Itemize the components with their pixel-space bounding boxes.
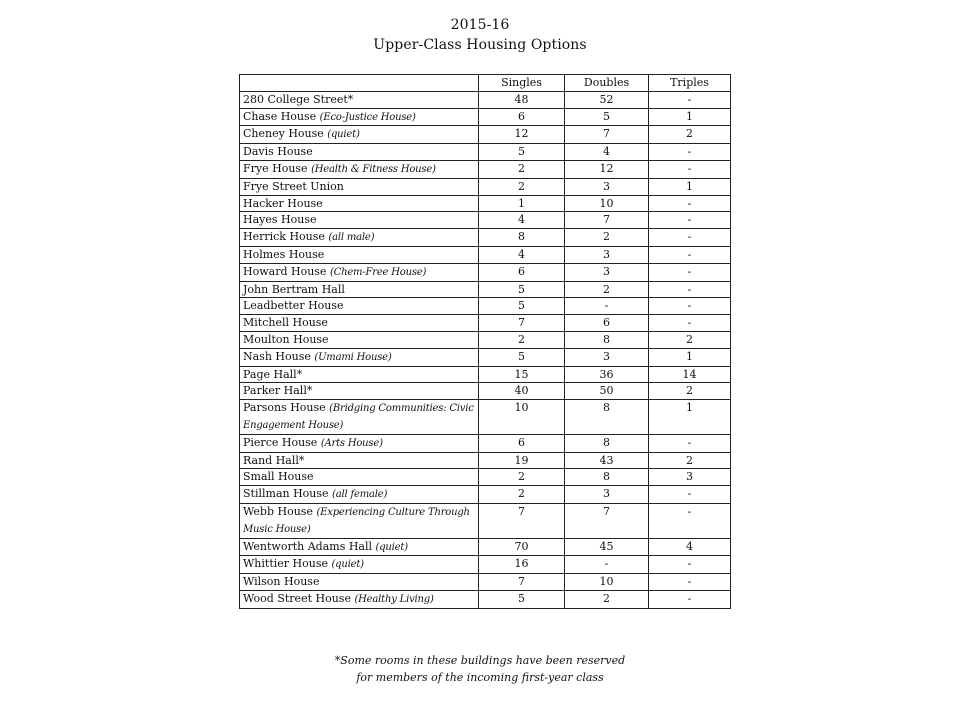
residence-name-cell <box>240 503 479 538</box>
table-row <box>240 91 731 108</box>
table-row <box>240 126 731 144</box>
table-row <box>240 469 731 486</box>
singles-count: 70 <box>479 538 565 556</box>
singles-count: 6 <box>479 263 565 281</box>
residence-name: Webb House <box>243 504 317 518</box>
residence-name: Chase House <box>243 109 320 123</box>
residence-theme-note: (all male) <box>328 232 375 244</box>
table-row <box>240 108 731 126</box>
column-header-doubles: Doubles <box>565 75 649 92</box>
residence-name: Rand Hall* <box>243 453 305 467</box>
academic-year: 2015-16 <box>450 17 510 33</box>
doubles-count: 8 <box>565 400 649 435</box>
triples-count: - <box>649 263 731 281</box>
doubles-count: 6 <box>565 315 649 332</box>
singles-count: 2 <box>479 331 565 348</box>
table-row <box>240 556 731 574</box>
residence-name-cell <box>240 126 479 144</box>
triples-count: - <box>649 486 731 504</box>
triples-count: 2 <box>649 126 731 144</box>
residence-name: Cheney House <box>243 127 328 141</box>
table-row <box>240 212 731 229</box>
column-header-residence <box>240 75 479 92</box>
residence-name: Parsons House <box>243 401 330 415</box>
doubles-count: 50 <box>565 383 649 400</box>
doubles-count: 4 <box>565 144 649 161</box>
residence-name-cell <box>240 348 479 366</box>
table-row <box>240 590 731 608</box>
table-row <box>240 178 731 195</box>
singles-count: 7 <box>479 503 565 538</box>
residence-name-cell <box>240 263 479 281</box>
triples-count: - <box>649 212 731 229</box>
doubles-count: 10 <box>565 574 649 591</box>
residence-name-cell <box>240 366 479 383</box>
table-row <box>240 452 731 469</box>
table-row <box>240 315 731 332</box>
doubles-count: 7 <box>565 212 649 229</box>
residence-name-cell <box>240 195 479 212</box>
residence-name: Howard House <box>243 264 330 278</box>
residence-name-cell <box>240 246 479 263</box>
doubles-count: 45 <box>565 538 649 556</box>
doubles-count: 52 <box>565 91 649 108</box>
table-row <box>240 486 731 504</box>
document-header <box>0 15 960 55</box>
doubles-count: 2 <box>565 281 649 298</box>
residence-theme-note: (Eco-Justice House) <box>319 111 416 123</box>
residence-name: Hayes House <box>243 213 317 227</box>
residence-name-cell <box>240 315 479 332</box>
doubles-count: 5 <box>565 108 649 126</box>
triples-count: - <box>649 315 731 332</box>
residence-name-cell <box>240 400 479 435</box>
singles-count: 6 <box>479 434 565 452</box>
residence-theme-note: (Chem-Free House) <box>329 266 427 278</box>
table-row <box>240 246 731 263</box>
doubles-count: 8 <box>565 469 649 486</box>
singles-count: 48 <box>479 91 565 108</box>
doubles-count: 3 <box>565 178 649 195</box>
doubles-count: 12 <box>565 160 649 178</box>
table-row <box>240 229 731 247</box>
residence-name: Pierce House <box>243 435 321 449</box>
residence-name-cell <box>240 486 479 504</box>
residence-name-cell <box>240 281 479 298</box>
residence-name-cell <box>240 178 479 195</box>
residence-name: Whittier House <box>243 557 332 571</box>
residence-theme-note: (Healthy Living) <box>354 593 434 605</box>
residence-name: 280 College Street* <box>243 92 354 106</box>
triples-count: - <box>649 91 731 108</box>
table-row <box>240 298 731 315</box>
residence-name-cell <box>240 574 479 591</box>
singles-count: 2 <box>479 469 565 486</box>
triples-count: 2 <box>649 331 731 348</box>
residence-name-cell <box>240 108 479 126</box>
singles-count: 15 <box>479 366 565 383</box>
doubles-count: 7 <box>565 503 649 538</box>
residence-theme-note: (Arts House) <box>320 437 383 449</box>
doubles-count: 8 <box>565 331 649 348</box>
residence-name-cell <box>240 160 479 178</box>
table-row <box>240 574 731 591</box>
residence-theme-note: (Umami House) <box>314 351 392 363</box>
residence-name: Stillman House <box>243 487 333 501</box>
residence-name: Moulton House <box>243 332 329 346</box>
singles-count: 5 <box>479 298 565 315</box>
table-body <box>240 91 731 608</box>
page-title: Upper-Class Housing Options <box>373 37 587 53</box>
table-row <box>240 503 731 538</box>
residence-theme-note: (all female) <box>332 489 388 501</box>
singles-count: 5 <box>479 348 565 366</box>
doubles-count: 36 <box>565 366 649 383</box>
doubles-count: 3 <box>565 486 649 504</box>
table-row <box>240 434 731 452</box>
doubles-count: 8 <box>565 434 649 452</box>
triples-count: - <box>649 144 731 161</box>
table-row <box>240 383 731 400</box>
singles-count: 5 <box>479 281 565 298</box>
singles-count: 16 <box>479 556 565 574</box>
residence-name-cell <box>240 452 479 469</box>
singles-count: 10 <box>479 400 565 435</box>
triples-count: - <box>649 503 731 538</box>
singles-count: 40 <box>479 383 565 400</box>
housing-options-table <box>239 74 731 609</box>
column-header-singles: Singles <box>479 75 565 92</box>
singles-count: 2 <box>479 486 565 504</box>
triples-count: - <box>649 434 731 452</box>
residence-theme-note: (Bridging Communities: Civic Engagement House) <box>243 403 474 431</box>
triples-count: 14 <box>649 366 731 383</box>
residence-name: Herrick House <box>243 230 329 244</box>
triples-count: 2 <box>649 452 731 469</box>
singles-count: 2 <box>479 178 565 195</box>
doubles-count: 3 <box>565 246 649 263</box>
doubles-count: 2 <box>565 229 649 247</box>
footnote <box>0 652 960 686</box>
doubles-count: - <box>565 298 649 315</box>
table-row <box>240 160 731 178</box>
residence-name: Holmes House <box>243 247 325 261</box>
doubles-count: 7 <box>565 126 649 144</box>
doubles-count: 3 <box>565 263 649 281</box>
residence-name: Frye House <box>243 161 312 175</box>
singles-count: 5 <box>479 144 565 161</box>
triples-count: - <box>649 590 731 608</box>
residence-name: Davis House <box>243 145 313 159</box>
singles-count: 8 <box>479 229 565 247</box>
residence-theme-note: (quiet) <box>331 559 364 571</box>
residence-theme-note: (quiet) <box>375 541 408 553</box>
residence-name-cell <box>240 229 479 247</box>
residence-name: Frye Street Union <box>243 179 344 193</box>
residence-theme-note: (Health & Fitness House) <box>311 163 436 175</box>
table-row <box>240 263 731 281</box>
residence-name-cell <box>240 383 479 400</box>
triples-count: 1 <box>649 178 731 195</box>
triples-count: 4 <box>649 538 731 556</box>
residence-name: Mitchell House <box>243 316 328 330</box>
singles-count: 1 <box>479 195 565 212</box>
residence-name-cell <box>240 590 479 608</box>
triples-count: - <box>649 281 731 298</box>
table-row <box>240 281 731 298</box>
triples-count: - <box>649 160 731 178</box>
singles-count: 6 <box>479 108 565 126</box>
table-row <box>240 400 731 435</box>
triples-count: - <box>649 556 731 574</box>
table-header-row <box>240 75 731 92</box>
doubles-count: 43 <box>565 452 649 469</box>
singles-count: 7 <box>479 315 565 332</box>
triples-count: 1 <box>649 348 731 366</box>
residence-name: Nash House <box>243 349 315 363</box>
triples-count: - <box>649 229 731 247</box>
footnote-line-2: for members of the incoming first-year class <box>356 671 604 684</box>
singles-count: 2 <box>479 160 565 178</box>
doubles-count: 10 <box>565 195 649 212</box>
triples-count: 3 <box>649 469 731 486</box>
residence-name: John Bertram Hall <box>243 282 345 296</box>
residence-name-cell <box>240 556 479 574</box>
residence-theme-note: (quiet) <box>327 129 360 141</box>
residence-name-cell <box>240 331 479 348</box>
residence-name-cell <box>240 538 479 556</box>
residence-name: Wilson House <box>243 575 320 589</box>
residence-name-cell <box>240 144 479 161</box>
singles-count: 12 <box>479 126 565 144</box>
residence-theme-note: (Experiencing Culture Through Music House) <box>243 506 470 535</box>
table-row <box>240 366 731 383</box>
triples-count: 1 <box>649 400 731 435</box>
doubles-count: 3 <box>565 348 649 366</box>
table-row <box>240 144 731 161</box>
doubles-count: - <box>565 556 649 574</box>
residence-name-cell <box>240 298 479 315</box>
residence-name: Small House <box>243 470 314 484</box>
singles-count: 19 <box>479 452 565 469</box>
footnote-line-1: *Some rooms in these buildings have been reserved <box>334 654 626 667</box>
residence-name: Page Hall* <box>243 367 303 381</box>
residence-name-cell <box>240 434 479 452</box>
triples-count: 1 <box>649 108 731 126</box>
residence-name: Hacker House <box>243 196 323 210</box>
singles-count: 4 <box>479 212 565 229</box>
column-header-triples: Triples <box>649 75 731 92</box>
residence-name-cell <box>240 469 479 486</box>
residence-name-cell <box>240 212 479 229</box>
table-row <box>240 538 731 556</box>
triples-count: - <box>649 246 731 263</box>
residence-name: Leadbetter House <box>243 299 344 313</box>
residence-name: Wood Street House <box>243 591 355 605</box>
table-row <box>240 331 731 348</box>
triples-count: - <box>649 574 731 591</box>
residence-name-cell <box>240 91 479 108</box>
triples-count: - <box>649 195 731 212</box>
singles-count: 4 <box>479 246 565 263</box>
table-row <box>240 348 731 366</box>
singles-count: 5 <box>479 590 565 608</box>
doubles-count: 2 <box>565 590 649 608</box>
table-row <box>240 195 731 212</box>
singles-count: 7 <box>479 574 565 591</box>
triples-count: 2 <box>649 383 731 400</box>
triples-count: - <box>649 298 731 315</box>
residence-name: Wentworth Adams Hall <box>243 539 376 553</box>
residence-name: Parker Hall* <box>243 384 313 398</box>
